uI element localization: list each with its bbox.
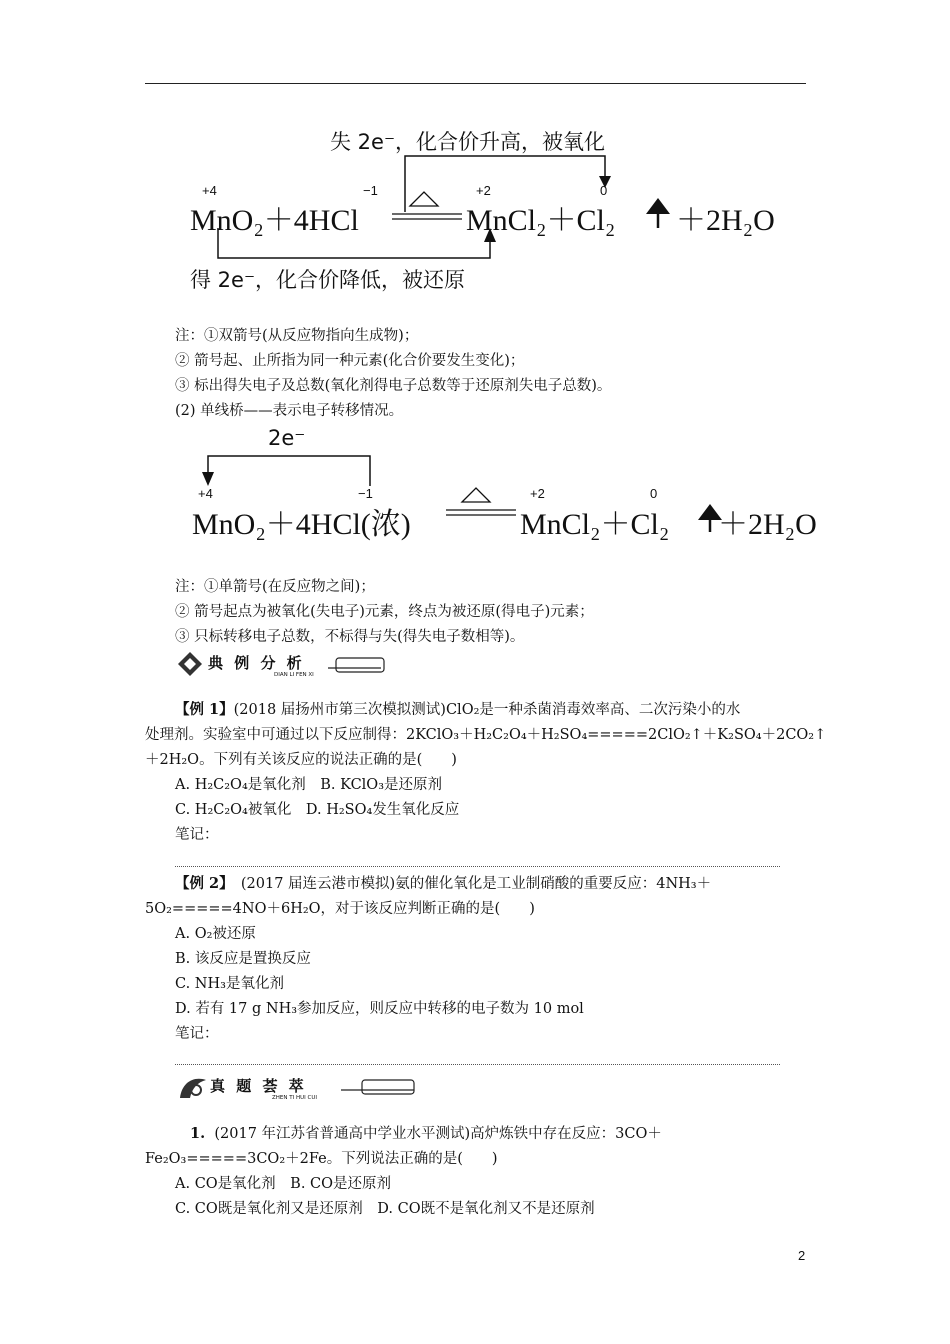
section-title: 真 题 荟 萃: [210, 1077, 307, 1095]
note-line: ② 箭号起、止所指为同一种元素(化合价要发生变化)；: [175, 353, 525, 369]
section-title: 典 例 分 析: [208, 654, 305, 672]
page-number: 2: [798, 1248, 806, 1263]
option-line: B. 该反应是置换反应: [175, 951, 311, 967]
option-line: A. CO是氧化剂 B. CO是还原剂: [175, 1176, 392, 1192]
ox-state: 0: [600, 183, 608, 198]
example-1: [175, 700, 740, 720]
ox-state: +2: [476, 183, 491, 198]
note-line: ③ 标出得失电子及总数(氧化剂得电子总数等于还原剂失电子总数)。: [175, 378, 612, 394]
note-line: ③ 只标转移电子总数，不标得与失(得失电子数相等)。: [175, 629, 525, 645]
notes-label: 笔记：: [175, 827, 219, 843]
question-text: Fe₂O₃=====3CO₂＋2Fe。下列说法正确的是( ): [145, 1151, 498, 1167]
option-line: C. CO既是氧化剂又是还原剂 D. CO既不是氧化剂又不是还原剂: [175, 1201, 595, 1217]
ox-state: +4: [198, 486, 213, 501]
example-label: 【例 2】: [175, 875, 227, 892]
section-pinyin: DIAN LI FEN XI: [274, 672, 314, 678]
equation-reactants: MnO₂＋4HCl: [190, 204, 359, 237]
example-text: (2017 届连云港市模拟)氨的催化氧化是工业制硝酸的重要反应：4NH₃＋: [226, 876, 712, 892]
equation-reactants: MnO₂＋4HCl(浓): [192, 508, 411, 541]
single-bridge-label: 2e⁻: [268, 426, 306, 450]
notes-line: [175, 866, 780, 867]
example-2: [175, 874, 711, 894]
equation-water: ＋2H₂O: [676, 204, 775, 237]
question-1: [190, 1124, 662, 1144]
ox-state: +4: [202, 183, 217, 198]
equation-products: MnCl₂＋Cl₂: [466, 204, 616, 237]
option-line: D. 若有 17 g NH₃参加反应，则反应中转移的电子数为 10 mol: [175, 1001, 584, 1017]
section-pinyin: ZHEN TI HUI CUI: [272, 1095, 317, 1101]
note-line: 注：①单箭号(在反应物之间)；: [175, 579, 375, 595]
ox-state: −1: [358, 486, 373, 501]
equation-products: MnCl₂＋Cl₂: [520, 508, 670, 541]
section-subtitle: (2) 单线桥——表示电子转移情况。: [175, 403, 404, 419]
example-label: 【例 1】: [175, 701, 234, 718]
option-line: A. H₂C₂O₄是氧化剂 B. KClO₃是还原剂: [175, 777, 443, 793]
example-text: 处理剂。实验室中可通过以下反应制得：2KClO₃＋H₂C₂O₄＋H₂SO₄=====2ClO₂↑＋K₂SO₄＋2CO₂↑: [145, 727, 827, 743]
option-line: C. H₂C₂O₄被氧化 D. H₂SO₄发生氧化反应: [175, 802, 460, 818]
note-line: ② 箭号起点为被氧化(失电子)元素，终点为被还原(得电子)元素；: [175, 604, 594, 620]
ox-state: −1: [363, 183, 378, 198]
note-line: 注：①双箭号(从反应物指向生成物)；: [175, 328, 419, 344]
double-bridge-bottom-label: 得 2e⁻，化合价降低，被还原: [190, 268, 466, 292]
double-bridge-top-label: 失 2e⁻，化合价升高，被氧化: [330, 130, 606, 154]
example-text: (2018 届扬州市第三次模拟测试)ClO₂是一种杀菌消毒效率高、二次污染小的水: [233, 702, 741, 718]
option-line: A. O₂被还原: [175, 926, 256, 942]
question-text: (2017 年江苏省普通高中学业水平测试)高炉炼铁中存在反应：3CO＋: [214, 1126, 662, 1142]
question-label: 1.: [190, 1125, 206, 1142]
example-text: ＋2H₂O。下列有关该反应的说法正确的是( ): [145, 752, 457, 768]
equation-water: ＋2H₂O: [718, 508, 817, 541]
ox-state: +2: [530, 486, 545, 501]
example-text: 5O₂=====4NO＋6H₂O，对于该反应判断正确的是( ): [145, 901, 535, 917]
ox-state: 0: [650, 486, 658, 501]
option-line: C. NH₃是氧化剂: [175, 976, 284, 992]
header-rule: [145, 83, 806, 84]
notes-line: [175, 1064, 780, 1065]
notes-label: 笔记：: [175, 1026, 219, 1042]
